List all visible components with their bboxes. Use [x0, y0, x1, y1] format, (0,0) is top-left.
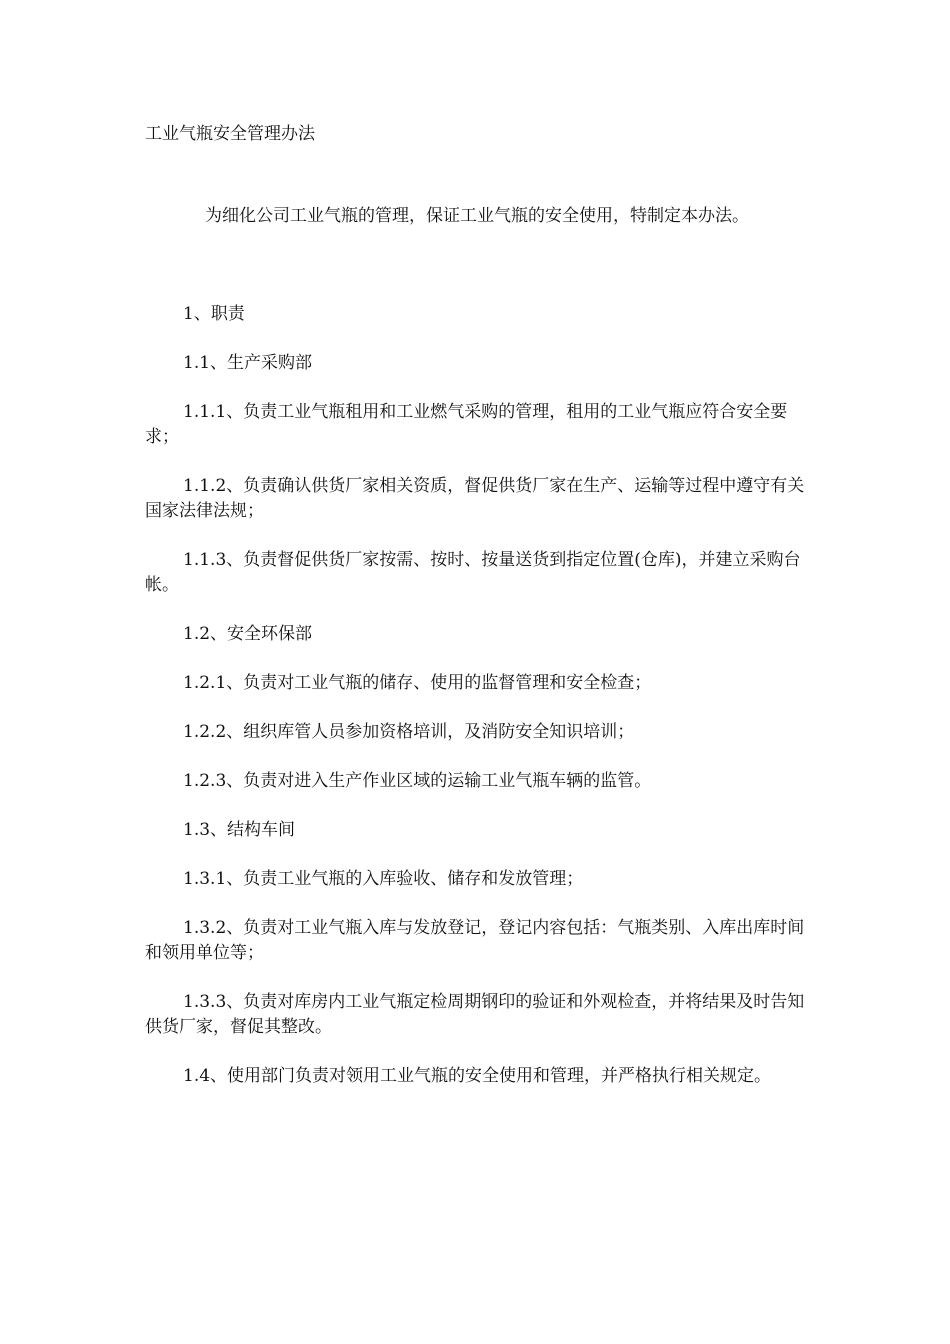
paragraph-1-1-3: 1.1.3、负责督促供货厂家按需、按时、按量送货到指定位置(仓库)，并建立采购台帐。: [145, 550, 801, 595]
paragraph-1-3-2: 1.3.2、负责对工业气瓶入库与发放登记，登记内容包括：气瓶类别、入库出库时间和领用单位等；: [145, 918, 805, 963]
paragraph-1-2-1: 1.2.1、负责对工业气瓶的储存、使用的监督管理和安全检查；: [183, 673, 652, 693]
paragraph-1-2-heading: 1.2、安全环保部: [183, 624, 313, 644]
paragraph-1-1-2: 1.1.2、负责确认供货厂家相关资质，督促供货厂家在生产、运输等过程中遵守有关国家法律法规；: [145, 476, 805, 521]
paragraph-responsibilities-heading: 1、职责: [183, 304, 245, 324]
paragraph-1-2-3: 1.2.3、负责对进入生产作业区域的运输工业气瓶车辆的监管。: [183, 771, 652, 791]
paragraph-1-1-heading: 1.1、生产采购部: [183, 353, 313, 373]
paragraph-1-3-1: 1.3.1、负责工业气瓶的入库验收、储存和发放管理；: [183, 869, 584, 889]
intro-paragraph: 为细化公司工业气瓶的管理，保证工业气瓶的安全使用，特制定本办法。: [205, 206, 749, 226]
paragraph-1-3-3: 1.3.3、负责对库房内工业气瓶定检周期钢印的验证和外观检查，并将结果及时告知供货厂家，督促其整改。: [145, 992, 805, 1037]
paragraph-1-3-heading: 1.3、结构车间: [183, 820, 296, 840]
document-title: 工业气瓶安全管理办法: [145, 124, 315, 144]
paragraph-1-2-2: 1.2.2、组织库管人员参加资格培训，及消防安全知识培训；: [183, 722, 635, 742]
paragraph-1-4: 1.4、使用部门负责对领用工业气瓶的安全使用和管理，并严格执行相关规定。: [183, 1066, 772, 1086]
paragraph-1-1-1: 1.1.1、负责工业气瓶租用和工业燃气采购的管理，租用的工业气瓶应符合安全要求；: [145, 402, 788, 447]
document-body: [145, 122, 805, 1113]
